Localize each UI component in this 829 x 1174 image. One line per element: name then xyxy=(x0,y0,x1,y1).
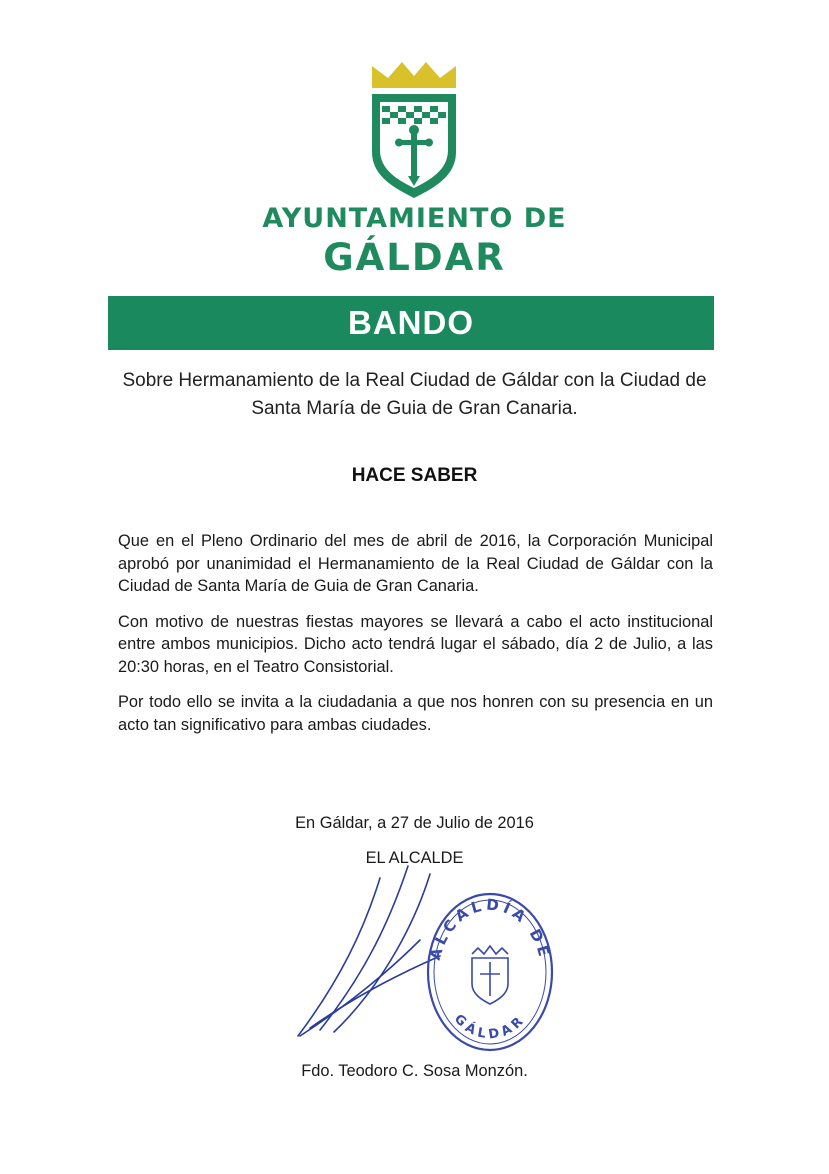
banner-title: BANDO xyxy=(348,304,474,341)
paragraph: Por todo ello se invita a la ciudadania a que nos honren con su presencia en un acto tan significativo para ambas ciudades. xyxy=(118,693,713,734)
body-text xyxy=(118,530,713,749)
svg-text:GÁLDAR: GÁLDAR xyxy=(450,1011,530,1043)
crown-icon xyxy=(372,62,456,88)
signatory-name: Fdo. Teodoro C. Sosa Monzón. xyxy=(301,1062,528,1080)
bando-banner xyxy=(108,296,714,350)
section-heading: HACE SABER xyxy=(351,465,478,486)
mayor-title: EL ALCALDE xyxy=(365,849,464,867)
paragraph: Que en el Pleno Ordinario del mes de abril de 2016, la Corporación Municipal aprobó por unanimidad el Hermanamiento de la Real Ciudad de Gáldar con la Ciudad de Santa María de Guia de Gran Canaria. xyxy=(118,532,713,595)
svg-text:ALCALDÍA DE: ALCALDÍA DE xyxy=(425,895,555,963)
org-name-line2: GÁLDAR xyxy=(323,236,506,279)
coat-of-arms-logo xyxy=(366,60,462,200)
org-name-line1: AYUNTAMIENTO DE xyxy=(262,203,567,234)
official-seal-icon xyxy=(424,890,556,1054)
date-line: En Gáldar, a 27 de Julio de 2016 xyxy=(295,814,534,832)
paragraph: Con motivo de nuestras fiestas mayores se llevará a cabo el acto institucional entre ambos municipios. Dicho acto tendrá lugar el sábado, día 2 de Julio, a las 20:30 horas, en el Teatro Consistorial. xyxy=(118,612,713,676)
subject-text: Sobre Hermanamiento de la Real Ciudad de Gáldar con la Ciudad de Santa María de Guia de Gran Canaria. xyxy=(122,370,707,419)
